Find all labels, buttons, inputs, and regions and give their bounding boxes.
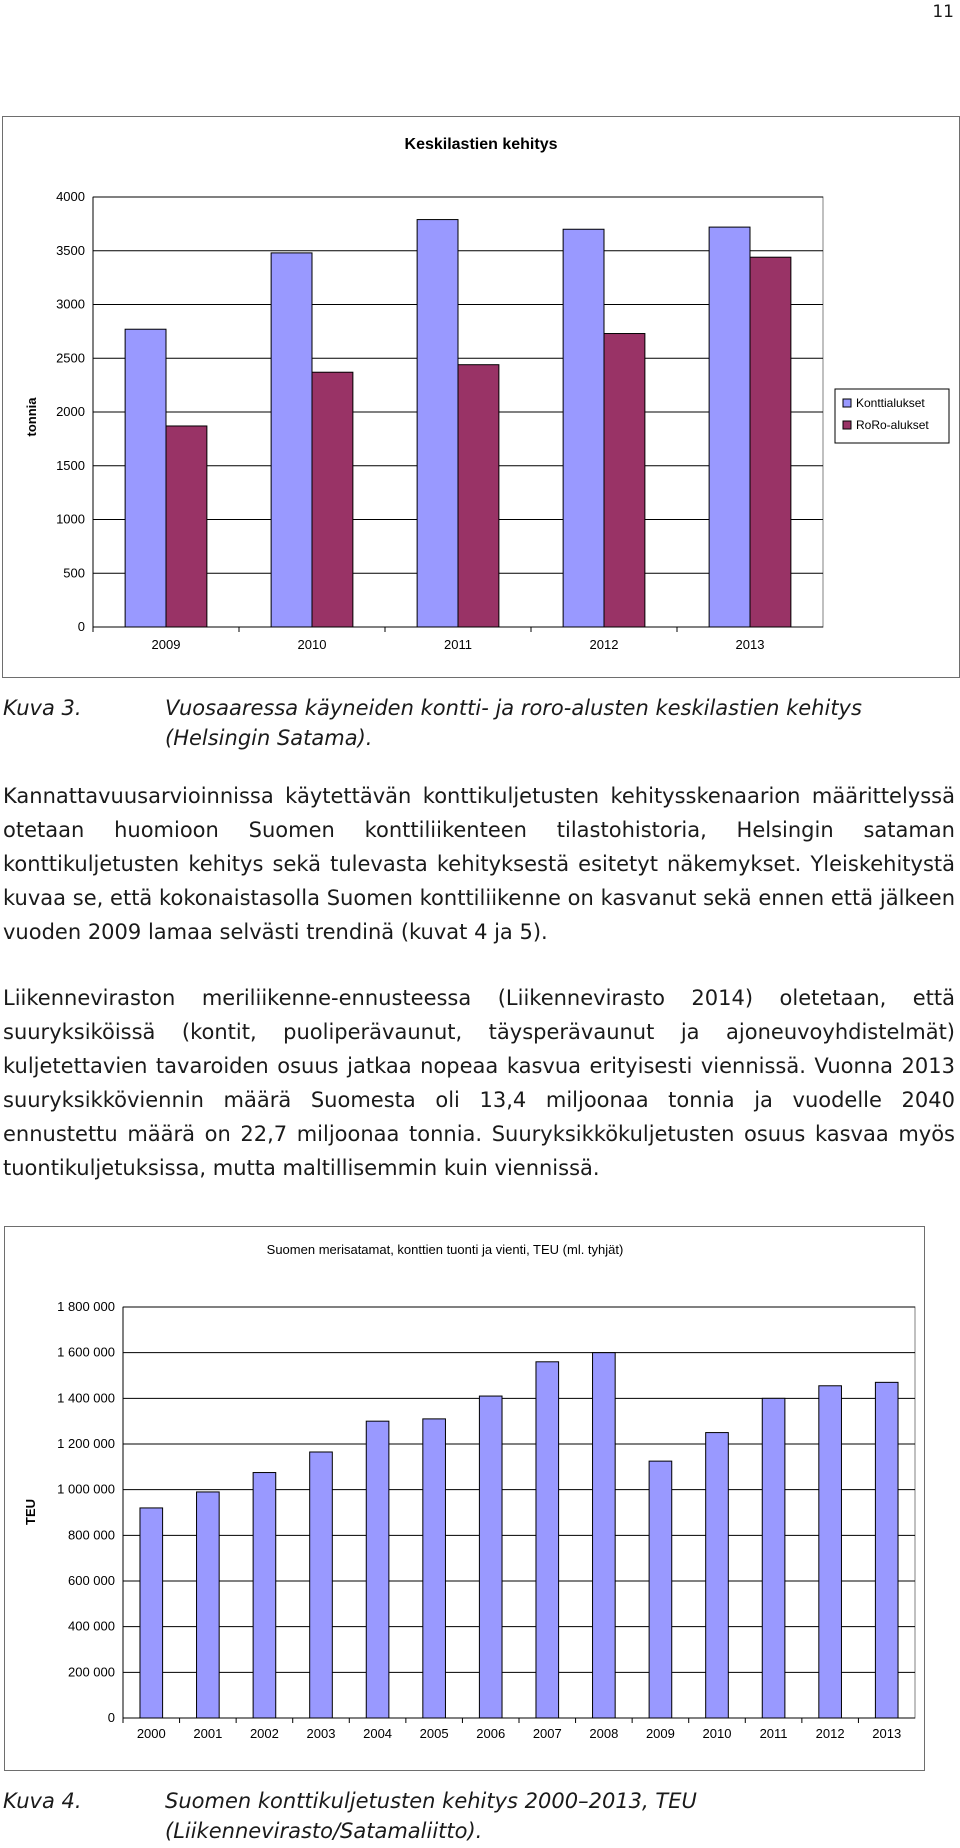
- y-tick-label: 400 000: [68, 1618, 115, 1634]
- legend-label: Konttialukset: [856, 396, 925, 410]
- legend-label: RoRo-alukset: [856, 418, 929, 432]
- y-tick-label: 1 200 000: [57, 1436, 115, 1451]
- x-tick-label: 2006: [476, 1726, 506, 1741]
- figure4-caption-text: Suomen konttikuljetusten kehitys 2000–2013, TEU (Liikennevirasto/Satamaliitto).: [165, 1789, 697, 1843]
- figure3-caption-text: Vuosaaressa käyneiden kontti- ja roro-alusten keskilastien kehitys (Helsingin Satama).: [165, 696, 862, 750]
- figure4-caption-label: Kuva 4.: [3, 1789, 82, 1813]
- y-tick-label: 1 800 000: [57, 1299, 115, 1314]
- x-tick-label: 2002: [249, 1726, 279, 1741]
- x-tick-label: 2009: [151, 637, 181, 652]
- y-tick-label: 600 000: [68, 1573, 115, 1588]
- y-tick-label: 4000: [56, 189, 85, 204]
- y-axis-label: tonnia: [24, 397, 39, 437]
- bar-konttialukset-2011: [417, 220, 458, 627]
- bar-roro-alukset-2010: [312, 372, 353, 627]
- chart1-frame: [2, 116, 960, 678]
- x-tick-label: 2005: [419, 1726, 449, 1741]
- chart2-svg: [5, 1227, 924, 1770]
- bar-teu-2012: [819, 1386, 842, 1718]
- paragraph-1: Kannattavuusarvioinnissa käytettävän konttikuljetusten kehitysskenaarion määrittelyssä otetaan huomioon Suomen konttiliikenteen tilastohistoria, Helsingin sataman konttikuljetusten kehitys sekä tulevasta kehityksestä esitetyt näkemykset. Yleiskehitystä kuvaa se, että kokonaistasolla Suomen konttiliikenne on kasvanut sekä ennen että jälkeen vuoden 2009 lamaa selvästi trendinä (kuvat 4 ja 5).: [3, 784, 955, 944]
- y-tick-label: 500: [63, 565, 85, 581]
- legend-swatch: [843, 421, 851, 429]
- y-tick-label: 2500: [56, 350, 85, 366]
- x-tick-label: 2013: [735, 637, 765, 652]
- bar-roro-alukset-2009: [166, 426, 207, 627]
- y-axis-label: TEU: [23, 1499, 38, 1525]
- x-tick-label: 2003: [306, 1726, 336, 1741]
- y-tick-label: 1 000 000: [57, 1481, 115, 1497]
- y-tick-label: 0: [107, 1710, 115, 1725]
- y-tick-label: 3500: [56, 242, 85, 258]
- bar-konttialukset-2009: [125, 329, 166, 627]
- bar-teu-2000: [140, 1508, 163, 1718]
- y-tick-label: 800 000: [68, 1527, 115, 1543]
- bar-teu-2013: [875, 1382, 898, 1718]
- plot-area: [123, 1307, 915, 1718]
- x-tick-label: 2004: [363, 1726, 393, 1741]
- bar-teu-2007: [536, 1362, 559, 1718]
- y-tick-label: 1000: [56, 511, 85, 527]
- x-tick-label: 2010: [702, 1726, 732, 1741]
- bar-teu-2004: [366, 1421, 389, 1718]
- x-tick-label: 2010: [297, 637, 327, 652]
- figure3-caption-label: Kuva 3.: [3, 696, 82, 720]
- chart-title: Keskilastien kehitys: [404, 136, 558, 153]
- y-tick-label: 2000: [56, 404, 85, 419]
- bar-teu-2009: [649, 1461, 672, 1718]
- page-number: 11: [932, 2, 954, 22]
- bar-roro-alukset-2011: [458, 365, 499, 627]
- y-tick-label: 0: [77, 619, 85, 634]
- chart1-svg: [3, 117, 959, 677]
- bar-konttialukset-2012: [563, 229, 604, 627]
- y-tick-label: 1500: [56, 457, 85, 473]
- x-tick-label: 2008: [589, 1726, 619, 1741]
- x-tick-label: 2012: [589, 637, 619, 652]
- x-tick-label: 2012: [815, 1726, 845, 1741]
- chart2-frame: [4, 1226, 925, 1771]
- bar-roro-alukset-2012: [604, 334, 645, 627]
- x-tick-label: 2013: [872, 1726, 902, 1741]
- bar-konttialukset-2013: [709, 227, 750, 627]
- bar-teu-2003: [310, 1452, 333, 1718]
- y-tick-label: 1 600 000: [57, 1344, 115, 1360]
- body-text: [3, 779, 955, 1185]
- bar-konttialukset-2010: [271, 253, 312, 627]
- figure4-caption: [3, 1786, 953, 1848]
- y-tick-label: 3000: [56, 296, 85, 312]
- bar-teu-2002: [253, 1473, 276, 1718]
- x-tick-label: 2001: [193, 1726, 223, 1741]
- x-tick-label: 2007: [532, 1726, 562, 1741]
- bar-teu-2001: [197, 1492, 220, 1718]
- bar-teu-2005: [423, 1419, 446, 1718]
- bar-teu-2006: [479, 1396, 502, 1718]
- legend-swatch: [843, 399, 851, 407]
- chart-title: Suomen merisatamat, konttien tuonti ja vienti, TEU (ml. tyhjät): [266, 1242, 624, 1257]
- paragraph-2: Liikenneviraston meriliikenne-ennusteessa (Liikennevirasto 2014) oletetaan, että suuryksiköissä (kontit, puoliperävaunut, täysperävaunut ja ajoneuvoyhdistelmät) kuljetettavien tavaroiden osuus jatkaa nopeaa kasvua erityisesti viennissä. Vuonna 2013 suuryksikköviennin määrä Suomesta oli 13,4 miljoonaa tonnia ja vuodelle 2040 ennustettu määrä on 22,7 miljoonaa tonnia. Suuryksikkökuljetusten osuus kasvaa myös tuontikuljetuksissa, mutta maltillisemmin kuin viennissä.: [3, 986, 955, 1180]
- bar-teu-2011: [762, 1398, 785, 1718]
- x-tick-label: 2000: [136, 1726, 166, 1741]
- bar-roro-alukset-2013: [750, 257, 791, 627]
- bar-teu-2010: [706, 1433, 729, 1718]
- x-tick-label: 2009: [645, 1726, 675, 1741]
- y-tick-label: 200 000: [68, 1664, 115, 1680]
- x-tick-label: 2011: [759, 1726, 788, 1741]
- y-tick-label: 1 400 000: [57, 1390, 115, 1406]
- x-tick-label: 2011: [444, 637, 472, 652]
- figure3-caption: [3, 693, 953, 755]
- bar-teu-2008: [593, 1353, 616, 1718]
